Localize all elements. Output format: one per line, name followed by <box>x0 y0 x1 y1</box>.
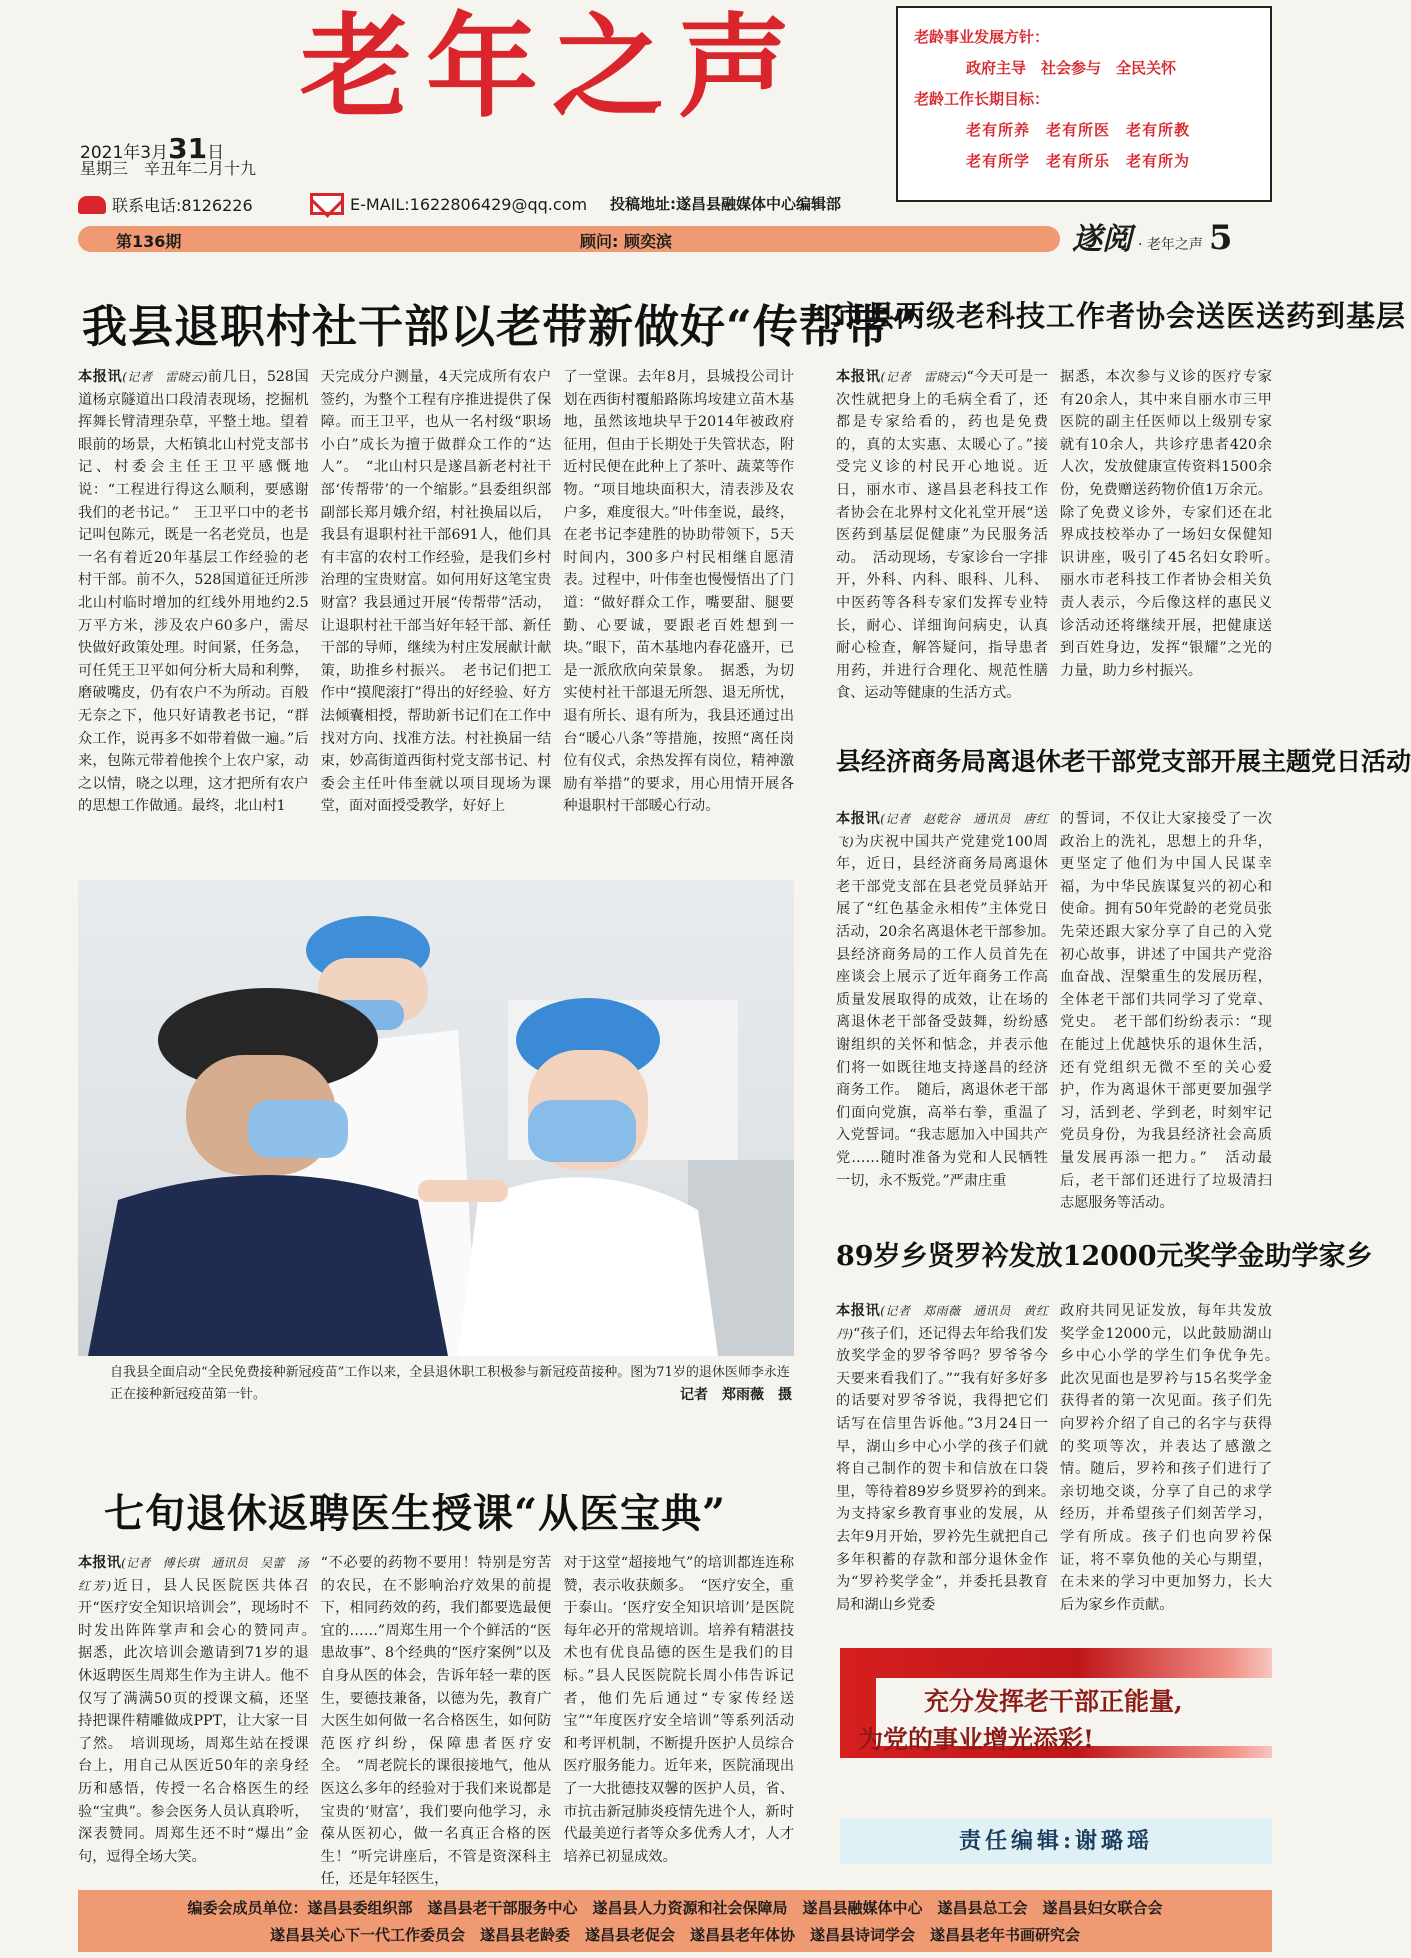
article2-headline: 七旬退休返聘医生授课“从医宝典” <box>104 1490 727 1537</box>
issue-date: 2021年3月31日 <box>80 132 225 165</box>
article1-col2: 天完成分户测量，4天完成所有农户签约，为整个工程有序推进提供了保障。而王卫平，也从一名村级“职场小白”成长为擅于做群众工作的“达人”。 “北山村只是遂昌新老村社干部‘传帮带’的一个缩影。”县委组织部副部长郑月娥介绍，村社换届以后，我县有退职村社干部691人，他们具有丰富的农村工作经验，是我们乡村治理的宝贵财富。如何用好这笔宝贵财富？我县通过开展“传帮带”活动，让退职村社干部当好年轻干部、新任干部的导师，继续为村庄发展献计献策，助推乡村振兴。 老书记们把工作中“摸爬滚打”得出的好经验、好方法倾囊相授，帮助新书记们在工作中找对方向、找准方法。村社换届一结束，妙高街道西街村党支部书记、村委会主任叶伟奎就以项目现场为课堂，面对面授受教学，好好上 <box>320 369 552 815</box>
vaccination-photo <box>78 880 794 1356</box>
article4-col2: 的誓词，不仅让大家接受了一次政治上的洗礼，思想上的升华，更坚定了他们为中国人民谋幸福，为中华民族谋复兴的初心和使命。拥有50年党龄的老党员张先荣还跟大家分享了自己的入党初心故事，讲述了中国共产党浴血奋战、涅槃重生的发展历程，全体老干部们共同学习了党章、党史。 老干部们纷纷表示：“现在能过上优越快乐的退休生活，还有党组织无微不至的关心爱护，作为离退休干部更要加强学习，活到老、学到老，时刻牢记党员身份，为我县经济社会高质量发展再添一把力。” 活动最后，老干部们还进行了垃圾清扫志愿服务等活动。 <box>1060 811 1272 1212</box>
article5-col1: 本报讯(记者 郑雨薇 通讯员 黄红丹)“孩子们，还记得去年给我们发放奖学金的罗爷爷吗？罗爷爷今天要来看我们了。”“我有好多好多的话要对罗爷爷说，我得把它们话写在信里告诉他。”3月24日一早，湖山乡中心小学的孩子们就将自己制作的贺卡和信放在口袋里，等待着89岁乡贤罗衿的到来。 为支持家乡教育事业的发展，从去年9月开始，罗衿先生就把自己多年积蓄的存款和部分退休金作为“罗衿奖学金”，并委托县教育局和湖山乡党委 <box>836 1303 1063 1613</box>
article1-col3: 了一堂课。去年8月，县城投公司计划在西街村覆船路陈坞垵建立苗木基地，虽然该地块早于2014年被政府征用，但由于长期处于失管状态，附近村民便在此种上了茶叶、蔬菜等作物。“项目地块面积大，清表涉及农户多，难度很大。”叶伟奎说，最终，在老书记李建胜的协助带领下，5天时间内，300多户村民相继自愿清表。过程中，叶伟奎也慢慢悟出了门道：“做好群众工作，嘴要甜、腿要勤、心要诚，要跟老百姓想到一块。”眼下，苗木基地内春花盛开，已是一派欣欣向荣景象。 据悉，为切实使村社干部退无所怨、退无所忧，退有所长、退有所为，我县还通过出台“暖心八条”等措施，按照“离任岗位有仪式，余热发挥有岗位，精神激励有举措”的要求，用心用情开展各种退职村干部暖心行动。 <box>563 369 795 815</box>
responsible-editor: 责任编辑:谢璐瑶 <box>840 1818 1272 1864</box>
article4-body <box>836 808 1272 1212</box>
issue-band <box>78 226 1060 252</box>
article1-headline: 我县退职村社干部以老带新做好“传帮带” <box>82 300 918 353</box>
email-contact: E-MAIL:1622806429@qq.com <box>310 193 587 215</box>
editorial-board: 编委会成员单位：遂昌县委组织部 遂昌县老干部服务中心 遂昌县人力资源和社会保障局 遂昌县融媒体中心 遂昌县总工会 遂昌县妇女联合会 遂昌县关心下一代工作委员会 遂昌县老龄委 遂昌县老促会 遂昌县老年体协 遂昌县诗词学会 遂昌县老年书画研究会 <box>78 1890 1272 1952</box>
article2-col2: “不必要的药物不要用！特别是穷苦的农民，在不影响治疗效果的前提下，相同药效的药，我们都要选最便宜的……”周郑生用一个个鲜活的“医患故事”、8个经典的“医疗案例”以及自身从医的体会，告诉年轻一辈的医生，要德技兼备，以德为先，教育广大医生如何做一名合格医生，如何防范医疗纠纷，保障患者医疗安全。 “周老院长的课很接地气，他从医这么多年的经验对于我们来说都是宝贵的‘财富’，我们要向他学习，永葆从医初心，做一名真正合格的医生！”听完讲座后，不管是资深科主任，还是年轻医生， <box>320 1555 552 1888</box>
article4-col1: 本报讯(记者 赵乾谷 通讯员 唐红飞)为庆祝中国共产党建党100周年，近日，县经济商务局离退休老干部党支部在县老党员驿站开展了“红色基金永相传”主体党日活动，20余名离退休老干部参加。 县经济商务局的工作人员首先在座谈会上展示了近年商务工作高质量发展取得的成效，让在场的离退休老干部备受鼓舞，纷纷感谢组织的关怀和惦念，并表示他们将一如既往地支持遂昌的经济商务工作。 随后，离退休老干部们面向党旗，高举右拳，重温了入党誓词。“我志愿加入中国共产党……随时准备为党和人民牺牲一切，永不叛党。”严肃庄重 <box>836 811 1063 1189</box>
advisor: 顾问: 顾奕滨 <box>580 232 672 251</box>
policy-box: 老龄事业发展方针： 政府主导 社会参与 全民关怀 老龄工作长期目标： 老有所养 老有所医 老有所教 老有所学 老有所乐 老有所为 <box>896 6 1272 202</box>
photo-caption: 自我县全面启动“全民免费接种新冠疫苗”工作以来，全县退休职工积极参与新冠疫苗接种。图为71岁的退休医师李永连正在接种新冠疫苗第一针。 <box>110 1365 790 1402</box>
brand-logo: 遂阅 <box>1072 222 1132 257</box>
article5-body <box>836 1300 1287 1634</box>
article2-col3: 对于这堂“超接地气”的培训都连连称赞，表示收获颇多。 “医疗安全，重于泰山。‘医疗安全知识培训’是医院每年必开的常规培训。培养有精湛技术也有优良品德的医生是我们的目标。”县人民医院院长周小伟告诉记者，他们先后通过“专家传经送宝”“年度医疗安全培训”等系列活动和考评机制，不断提升医护人员综合医疗服务能力。近年来，医院涌现出了一大批德技双馨的医护人员，省、市抗击新冠肺炎疫情先进个人，新时代最美逆行者等众多优秀人才，人才培养已初显成效。 <box>563 1555 795 1865</box>
page-brand: 遂阅 · 老年之声 5 <box>1072 214 1233 258</box>
article5-col2: 政府共同见证发放，每年共发放奖学金12000元，以此鼓励湖山乡中心小学的学生们争优争先。 此次见面也是罗衿与15名奖学金获得者的第一次见面。孩子们先向罗衿介绍了自己的名字与获得的奖项等次，并表达了感激之情。随后，罗衿和孩子们进行了亲切地交谈，分享了自己的求学经历，并希望孩子们刻苦学习，学有所成。孩子们也向罗衿保证，将不辜负他的关心与期望，在未来的学习中更加努力，长大后为家乡作贡献。 <box>1060 1303 1287 1613</box>
article1-col1: 本报讯(记者 雷晓云)前几日，528国道杨京隧道出口段清表现场，挖掘机挥舞长臂清理杂草，平整土地。望着眼前的场景，大柘镇北山村党支部书记、村委会主任王卫平感慨地说：“工程进行得这么顺利，要感谢我们的老书记。” 王卫平口中的老书记叫包陈元，既是一名老党员，也是一名有着近20年基层工作经验的老村干部。前不久，528国道征迁所涉北山村临时增加的红线外用地约2.5万平方米，涉及农户60多户，需尽快做好政策处理。时间紧，任务急，可任凭王卫平如何分析大局和利弊，磨破嘴皮，仍有农户不为所动。百般无奈之下，他只好请教老书记，“群众工作，说再多不如带着做一遍。”后来，包陈元带着他挨个上农户家，动之以情，晓之以理，这才把所有农户的思想工作做通。最终，北山村1 <box>78 369 309 815</box>
article1-body <box>78 366 794 844</box>
vaccination-illustration <box>78 880 794 1356</box>
slogan-banner <box>840 1648 1272 1758</box>
issue-weekday: 星期三 辛丑年二月十九 <box>80 159 257 178</box>
page-number: 5 <box>1208 218 1233 258</box>
article2-body <box>78 1552 795 1888</box>
issue-number: 第136期 <box>116 232 182 251</box>
article4-headline: 县经济商务局离退休老干部党支部开展主题党日活动 <box>836 747 1411 776</box>
article5-headline: 89岁乡贤罗衿发放12000元奖学金助学家乡 <box>836 1241 1373 1272</box>
phone-contact: 联系电话:8126226 <box>78 193 253 216</box>
slogan-line1: 充分发挥老干部正能量, <box>924 1687 1183 1716</box>
phone-icon <box>78 196 106 214</box>
article3-body <box>836 366 1287 702</box>
envelope-icon <box>310 193 344 215</box>
submission-address: 投稿地址:遂昌县融媒体中心编辑部 <box>610 195 842 213</box>
slogan-line2: 为党的事业增光添彩! <box>858 1725 1094 1754</box>
article3-headline: 市县两级老科技工作者协会送医送药到基层 <box>836 299 1407 333</box>
article2-col1: 本报讯(记者 傅长琪 通讯员 吴蕾 汤红芳)近日，县人民医院医共体召开“医疗安全知识培训会”，现场时不时发出阵阵掌声和会心的赞同声。 据悉，此次培训会邀请到71岁的退休返聘医生周郑生作为主讲人。他不仅写了满满50页的授课文稿，还坚持把课件精雕做成PPT，让大家一目了然。 培训现场，周郑生站在授课台上，用自己从医近50年的亲身经历和感悟，传授一名合格医生的经验“宝典”。参会医务人员认真聆听，深表赞同。周郑生还不时“爆出”金句，逗得全场大笑。 <box>78 1555 323 1865</box>
article3-col2: 据悉，本次参与义诊的医疗专家有20余人，其中来自丽水市三甲医院的副主任医师以上级别专家就有10余人，共诊疗患者420余人次，发放健康宣传资料1500余份，免费赠送药物价值1万余元。除了免费义诊外，专家们还在北界成技校举办了一场妇女保健知识讲座，吸引了45名妇女聆听。 丽水市老科技工作者协会相关负责人表示，今后像这样的惠民义诊活动还将继续开展，把健康送到百姓身边，发挥“银耀”之光的力量，助力乡村振兴。 <box>1060 369 1287 679</box>
photo-credit: 记者 郑雨薇 摄 <box>680 1387 792 1403</box>
article3-col1: 本报讯(记者 雷晓云)“今天可是一次性就把身上的毛病全看了，还都是专家给看的，药也是免费的，真的太实惠、太暖心了。”接受完义诊的村民开心地说。近日，丽水市、遂昌县老科技工作者协会在北界村文化礼堂开展“送医药到基层促健康”为民服务活动。 活动现场，专家诊台一字排开，外科、内科、眼科、儿科、中医药等各科专家们发挥专业特长，耐心、详细询问病史，认真耐心检查，解答疑问，指导患者用药，并进行合理化、规范性膳食、运动等健康的生活方式。 <box>836 369 1048 702</box>
masthead-title: 老年之声 <box>300 2 804 133</box>
